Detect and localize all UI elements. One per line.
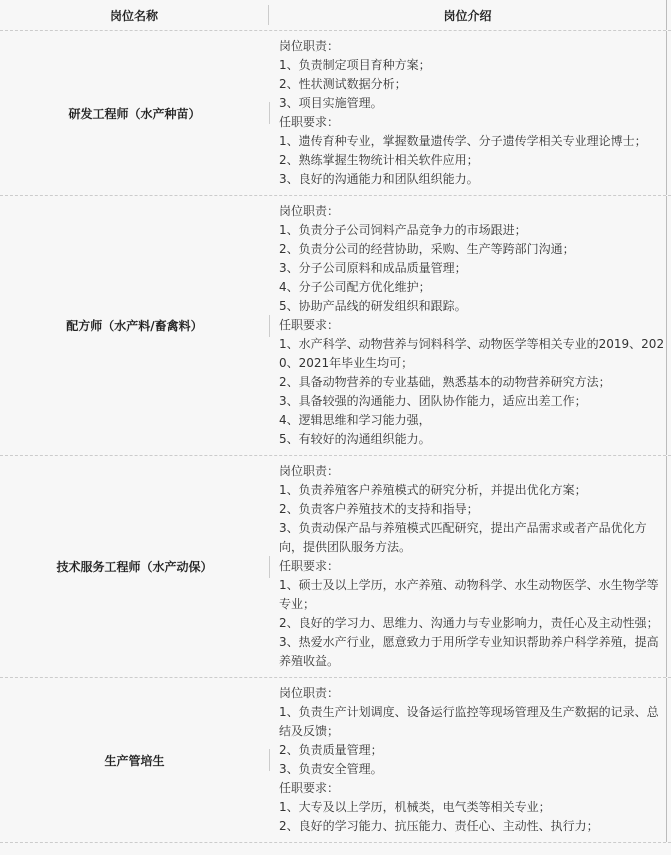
position-title: 技术服务工程师（水产动保） bbox=[56, 560, 213, 574]
description-line: 1、水产科学、动物营养与饲料科学、动物医学等相关专业的2019、2020、2021年毕业生均可； bbox=[279, 337, 665, 370]
description-line: 2、良好的学习力、思维力、沟通力与专业影响力，责任心及主动性强； bbox=[279, 616, 659, 630]
description-line: 2、良好的学习能力、抗压能力、责任心、主动性、执行力； bbox=[279, 819, 599, 833]
position-description bbox=[269, 456, 667, 677]
description-line: 任职要求： bbox=[279, 559, 340, 573]
description-line: 1、遗传育种专业，掌握数量遗传学、分子遗传学相关专业理论博士； bbox=[279, 134, 647, 148]
table-row bbox=[0, 678, 671, 843]
description-line: 3、负责动保产品与养殖模式匹配研究，提出产品需求或者产品优化方向，提供团队服务方法。 bbox=[279, 521, 647, 554]
description-line: 3、热爱水产行业，愿意致力于用所学专业知识帮助养户科学养殖，提高养殖收益。 bbox=[279, 635, 659, 668]
description-line: 3、分子公司原料和成品质量管理； bbox=[279, 261, 467, 275]
table-row bbox=[0, 196, 671, 456]
description-line: 1、负责生产计划调度、设备运行监控等现场管理及生产数据的记录、总结及反馈； bbox=[279, 705, 659, 738]
description-line: 任职要求： bbox=[279, 318, 340, 332]
description-line: 2、具备动物营养的专业基础，熟悉基本的动物营养研究方法； bbox=[279, 375, 611, 389]
table-header bbox=[0, 0, 671, 31]
description-line: 2、熟练掌握生物统计相关软件应用； bbox=[279, 153, 479, 167]
description-line: 2、负责质量管理； bbox=[279, 743, 383, 757]
column-divider bbox=[269, 556, 270, 578]
position-title: 生产管培生 bbox=[104, 753, 165, 768]
description-line: 2、性状测试数据分析； bbox=[279, 77, 407, 91]
column-divider bbox=[269, 315, 270, 337]
description-line: 3、负责安全管理。 bbox=[279, 762, 383, 776]
header-position-intro: 岗位介绍 bbox=[269, 0, 667, 30]
column-divider bbox=[269, 749, 270, 771]
position-description bbox=[269, 678, 667, 842]
description-line: 岗位职责： bbox=[279, 464, 340, 478]
description-line: 3、具备较强的沟通能力、团队协作能力，适应出差工作； bbox=[279, 394, 587, 408]
position-description bbox=[269, 31, 667, 195]
description-line: 4、逻辑思维和学习能力强， bbox=[279, 413, 431, 427]
description-line: 3、项目实施管理。 bbox=[279, 96, 383, 110]
description-line: 岗位职责： bbox=[279, 686, 340, 700]
position-title: 研发工程师（水产种苗） bbox=[68, 106, 201, 121]
description-line: 5、协助产品线的研发组织和跟踪。 bbox=[279, 299, 467, 313]
column-divider bbox=[269, 102, 270, 124]
description-line: 任职要求： bbox=[279, 781, 340, 795]
header-position-name: 岗位名称 bbox=[0, 5, 269, 25]
description-line: 岗位职责： bbox=[279, 204, 340, 218]
description-line: 2、负责分公司的经营协助，采购、生产等跨部门沟通； bbox=[279, 242, 575, 256]
description-line: 1、负责制定项目育种方案； bbox=[279, 58, 431, 72]
position-description bbox=[269, 196, 667, 455]
description-line: 2、负责客户养殖技术的支持和指导； bbox=[279, 502, 479, 516]
description-line: 4、分子公司配方优化维护； bbox=[279, 280, 431, 294]
position-title: 配方师（水产料/畜禽料） bbox=[66, 319, 203, 333]
description-line: 3、良好的沟通能力和团队组织能力。 bbox=[279, 172, 479, 186]
description-line: 岗位职责： bbox=[279, 39, 340, 53]
table-row bbox=[0, 456, 671, 678]
description-line: 任职要求： bbox=[279, 115, 340, 129]
description-line: 1、大专及以上学历，机械类，电气类等相关专业； bbox=[279, 800, 551, 814]
table-row bbox=[0, 31, 671, 196]
description-line: 1、硕士及以上学历，水产养殖、动物科学、水生动物医学、水生物学等专业； bbox=[279, 578, 659, 611]
description-line: 1、负责分子公司饲料产品竞争力的市场跟进； bbox=[279, 223, 527, 237]
description-line: 5、有较好的沟通组织能力。 bbox=[279, 432, 431, 446]
description-line: 1、负责养殖客户养殖模式的研究分析，并提出优化方案； bbox=[279, 483, 587, 497]
